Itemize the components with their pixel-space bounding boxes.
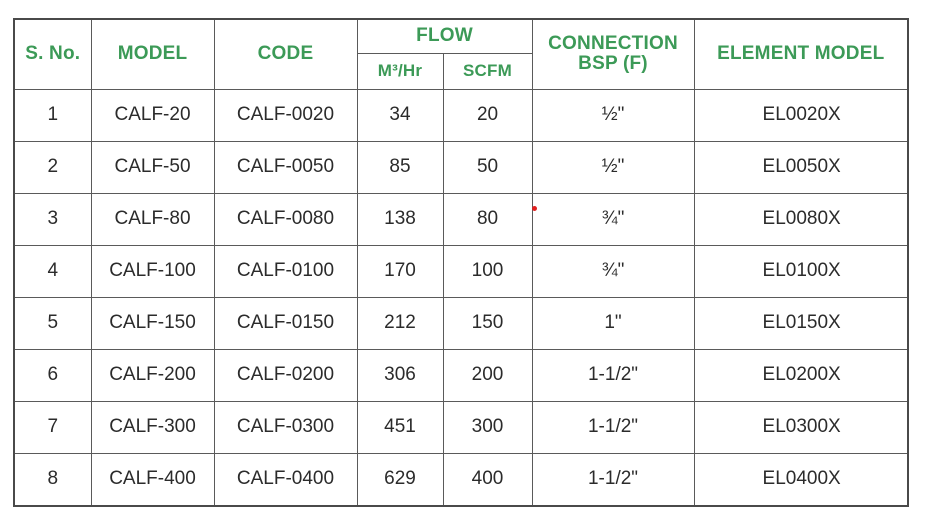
table-row [14, 89, 908, 141]
cell-sno: 6 [14, 349, 91, 401]
table-row [14, 349, 908, 401]
cell-element-model: EL0300X [694, 401, 908, 453]
cell-flow-scfm: 50 [443, 141, 532, 193]
cell-flow-m3hr: 306 [357, 349, 443, 401]
cell-connection: ¾" [532, 193, 694, 245]
cell-flow-m3hr: 85 [357, 141, 443, 193]
table-row [14, 245, 908, 297]
header-model: MODEL [91, 19, 214, 89]
cell-flow-scfm: 100 [443, 245, 532, 297]
table-row [14, 453, 908, 506]
cell-model: CALF-80 [91, 193, 214, 245]
cell-model: CALF-400 [91, 453, 214, 506]
cell-element-model: EL0050X [694, 141, 908, 193]
cell-element-model: EL0150X [694, 297, 908, 349]
table-row [14, 141, 908, 193]
cell-code: CALF-0150 [214, 297, 357, 349]
cell-connection: 1-1/2" [532, 401, 694, 453]
table-body [14, 89, 908, 506]
header-sno: S. No. [14, 19, 91, 89]
cell-flow-scfm: 300 [443, 401, 532, 453]
cell-connection: 1" [532, 297, 694, 349]
cell-code: CALF-0050 [214, 141, 357, 193]
cell-connection: ½" [532, 89, 694, 141]
header-element-model: ELEMENT MODEL [694, 19, 908, 89]
table-row [14, 193, 908, 245]
cell-sno: 3 [14, 193, 91, 245]
cell-flow-m3hr: 170 [357, 245, 443, 297]
table-row [14, 401, 908, 453]
cell-code: CALF-0080 [214, 193, 357, 245]
cell-model: CALF-200 [91, 349, 214, 401]
header-flow: FLOW [357, 19, 532, 53]
cell-connection: 1-1/2" [532, 349, 694, 401]
cell-flow-m3hr: 212 [357, 297, 443, 349]
cell-element-model: EL0100X [694, 245, 908, 297]
header-connection-line1: CONNECTION [548, 33, 678, 55]
cell-model: CALF-300 [91, 401, 214, 453]
cell-flow-scfm: 200 [443, 349, 532, 401]
header-connection-line2: BSP (F) [578, 53, 648, 75]
cell-code: CALF-0020 [214, 89, 357, 141]
cell-element-model: EL0020X [694, 89, 908, 141]
cell-code: CALF-0400 [214, 453, 357, 506]
cell-connection: ½" [532, 141, 694, 193]
cell-model: CALF-100 [91, 245, 214, 297]
cell-flow-scfm: 150 [443, 297, 532, 349]
table-header [14, 19, 908, 89]
cell-code: CALF-0100 [214, 245, 357, 297]
table-row [14, 297, 908, 349]
cell-element-model: EL0080X [694, 193, 908, 245]
header-flow-m3hr: M³/Hr [357, 53, 443, 89]
cell-flow-scfm: 20 [443, 89, 532, 141]
cell-sno: 8 [14, 453, 91, 506]
cell-flow-m3hr: 138 [357, 193, 443, 245]
header-connection [532, 19, 694, 89]
cell-flow-scfm: 400 [443, 453, 532, 506]
cell-model: CALF-50 [91, 141, 214, 193]
cell-element-model: EL0400X [694, 453, 908, 506]
filter-spec-table [13, 18, 909, 507]
cell-flow-m3hr: 34 [357, 89, 443, 141]
cell-connection: 1-1/2" [532, 453, 694, 506]
cell-model: CALF-150 [91, 297, 214, 349]
cell-sno: 4 [14, 245, 91, 297]
cell-sno: 1 [14, 89, 91, 141]
cell-code: CALF-0200 [214, 349, 357, 401]
cell-sno: 2 [14, 141, 91, 193]
cell-element-model: EL0200X [694, 349, 908, 401]
cell-sno: 5 [14, 297, 91, 349]
cell-model: CALF-20 [91, 89, 214, 141]
cell-flow-m3hr: 451 [357, 401, 443, 453]
header-flow-scfm: SCFM [443, 53, 532, 89]
cell-flow-m3hr: 629 [357, 453, 443, 506]
cell-code: CALF-0300 [214, 401, 357, 453]
red-marker-dot [532, 206, 537, 211]
cell-connection: ¾" [532, 245, 694, 297]
cell-sno: 7 [14, 401, 91, 453]
cell-flow-scfm: 80 [443, 193, 532, 245]
header-code: CODE [214, 19, 357, 89]
